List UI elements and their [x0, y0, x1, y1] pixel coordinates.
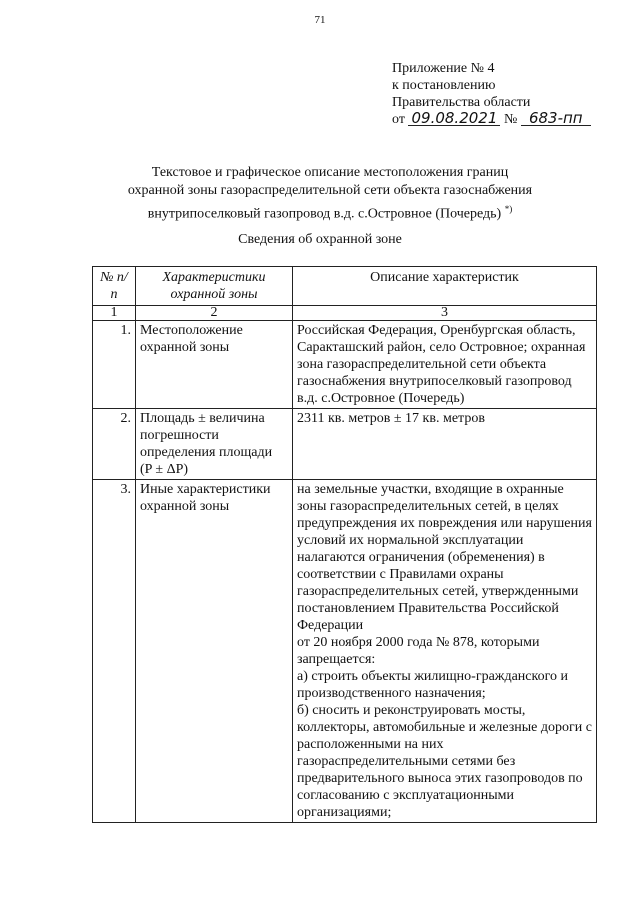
row-number: 3. [93, 480, 136, 823]
row-characteristic: Иные характеристики охранной зоны [136, 480, 293, 823]
header-characteristic: Характеристики охранной зоны [136, 267, 293, 306]
header-number: № п/п [93, 267, 136, 306]
column-number-3: 3 [293, 306, 597, 321]
column-number-row [93, 306, 597, 321]
row-characteristic: Местоположение охранной зоны [136, 321, 293, 409]
protection-zone-table [92, 266, 597, 823]
from-label: от [392, 112, 405, 127]
row-description: Российская Федерация, Оренбургская область, Саракташский район, село Островное; охранная зона газораспределительной сети объекта газоснабжения внутрипоселковый газопровод в.д. с.Островное (Почередь) [293, 321, 597, 409]
document-title [60, 164, 600, 224]
title-line-3-text: внутрипоселковый газопровод в.д. с.Островное (Почередь) [147, 206, 502, 222]
row-description: на земельные участки, входящие в охранные зоны газораспределительных сетей, в целях предупреждения их повреждения или нарушения условий их нормальной эксплуатации налагаются ограничения (обременения) в соответствии с Правилами охраны газораспределительных сетей, утвержденными постановлением Правительства Российской Федерации от 20 ноября 2000 года № 878, которыми запрещается: а) строить объекты жилищно-гражданского и производственного назначения; б) сносить и реконструировать мосты, коллекторы, автомобильные и железные дороги с расположенными на них газораспределительными сетями без предварительного выноса этих газопроводов по согласованию с эксплуатационными организациями; [293, 480, 597, 823]
appendix-line-1: Приложение № 4 [392, 61, 495, 76]
column-number-2: 2 [136, 306, 293, 321]
row-description: 2311 кв. метров ± 17 кв. метров [293, 409, 597, 480]
row-number: 1. [93, 321, 136, 409]
handwritten-number: 683-пп [521, 111, 591, 126]
title-line-2: охранной зоны газораспределительной сети объекта газоснабжения [127, 183, 533, 198]
title-line-3 [60, 200, 600, 224]
header-description: Описание характеристик [293, 267, 597, 306]
section-subtitle: Сведения об охранной зоне [238, 232, 402, 247]
table-header-row [93, 267, 597, 306]
number-label: № [503, 112, 518, 127]
appendix-block [392, 60, 591, 128]
appendix-line-3: Правительства области [392, 95, 531, 110]
table-row [93, 480, 597, 823]
appendix-line-2: к постановлению [392, 78, 496, 93]
column-number-1: 1 [93, 306, 136, 321]
footnote-mark: *) [504, 204, 513, 214]
row-characteristic: Площадь ± величина погрешности определения площади (P ± ΔP) [136, 409, 293, 480]
table-row [93, 409, 597, 480]
appendix-date-line [392, 111, 591, 128]
title-line-1: Текстовое и графическое описание местоположения границ [151, 165, 509, 180]
page-number: 71 [314, 14, 326, 26]
table-row [93, 321, 597, 409]
row-number: 2. [93, 409, 136, 480]
handwritten-date: 09.08.2021 [408, 111, 500, 126]
